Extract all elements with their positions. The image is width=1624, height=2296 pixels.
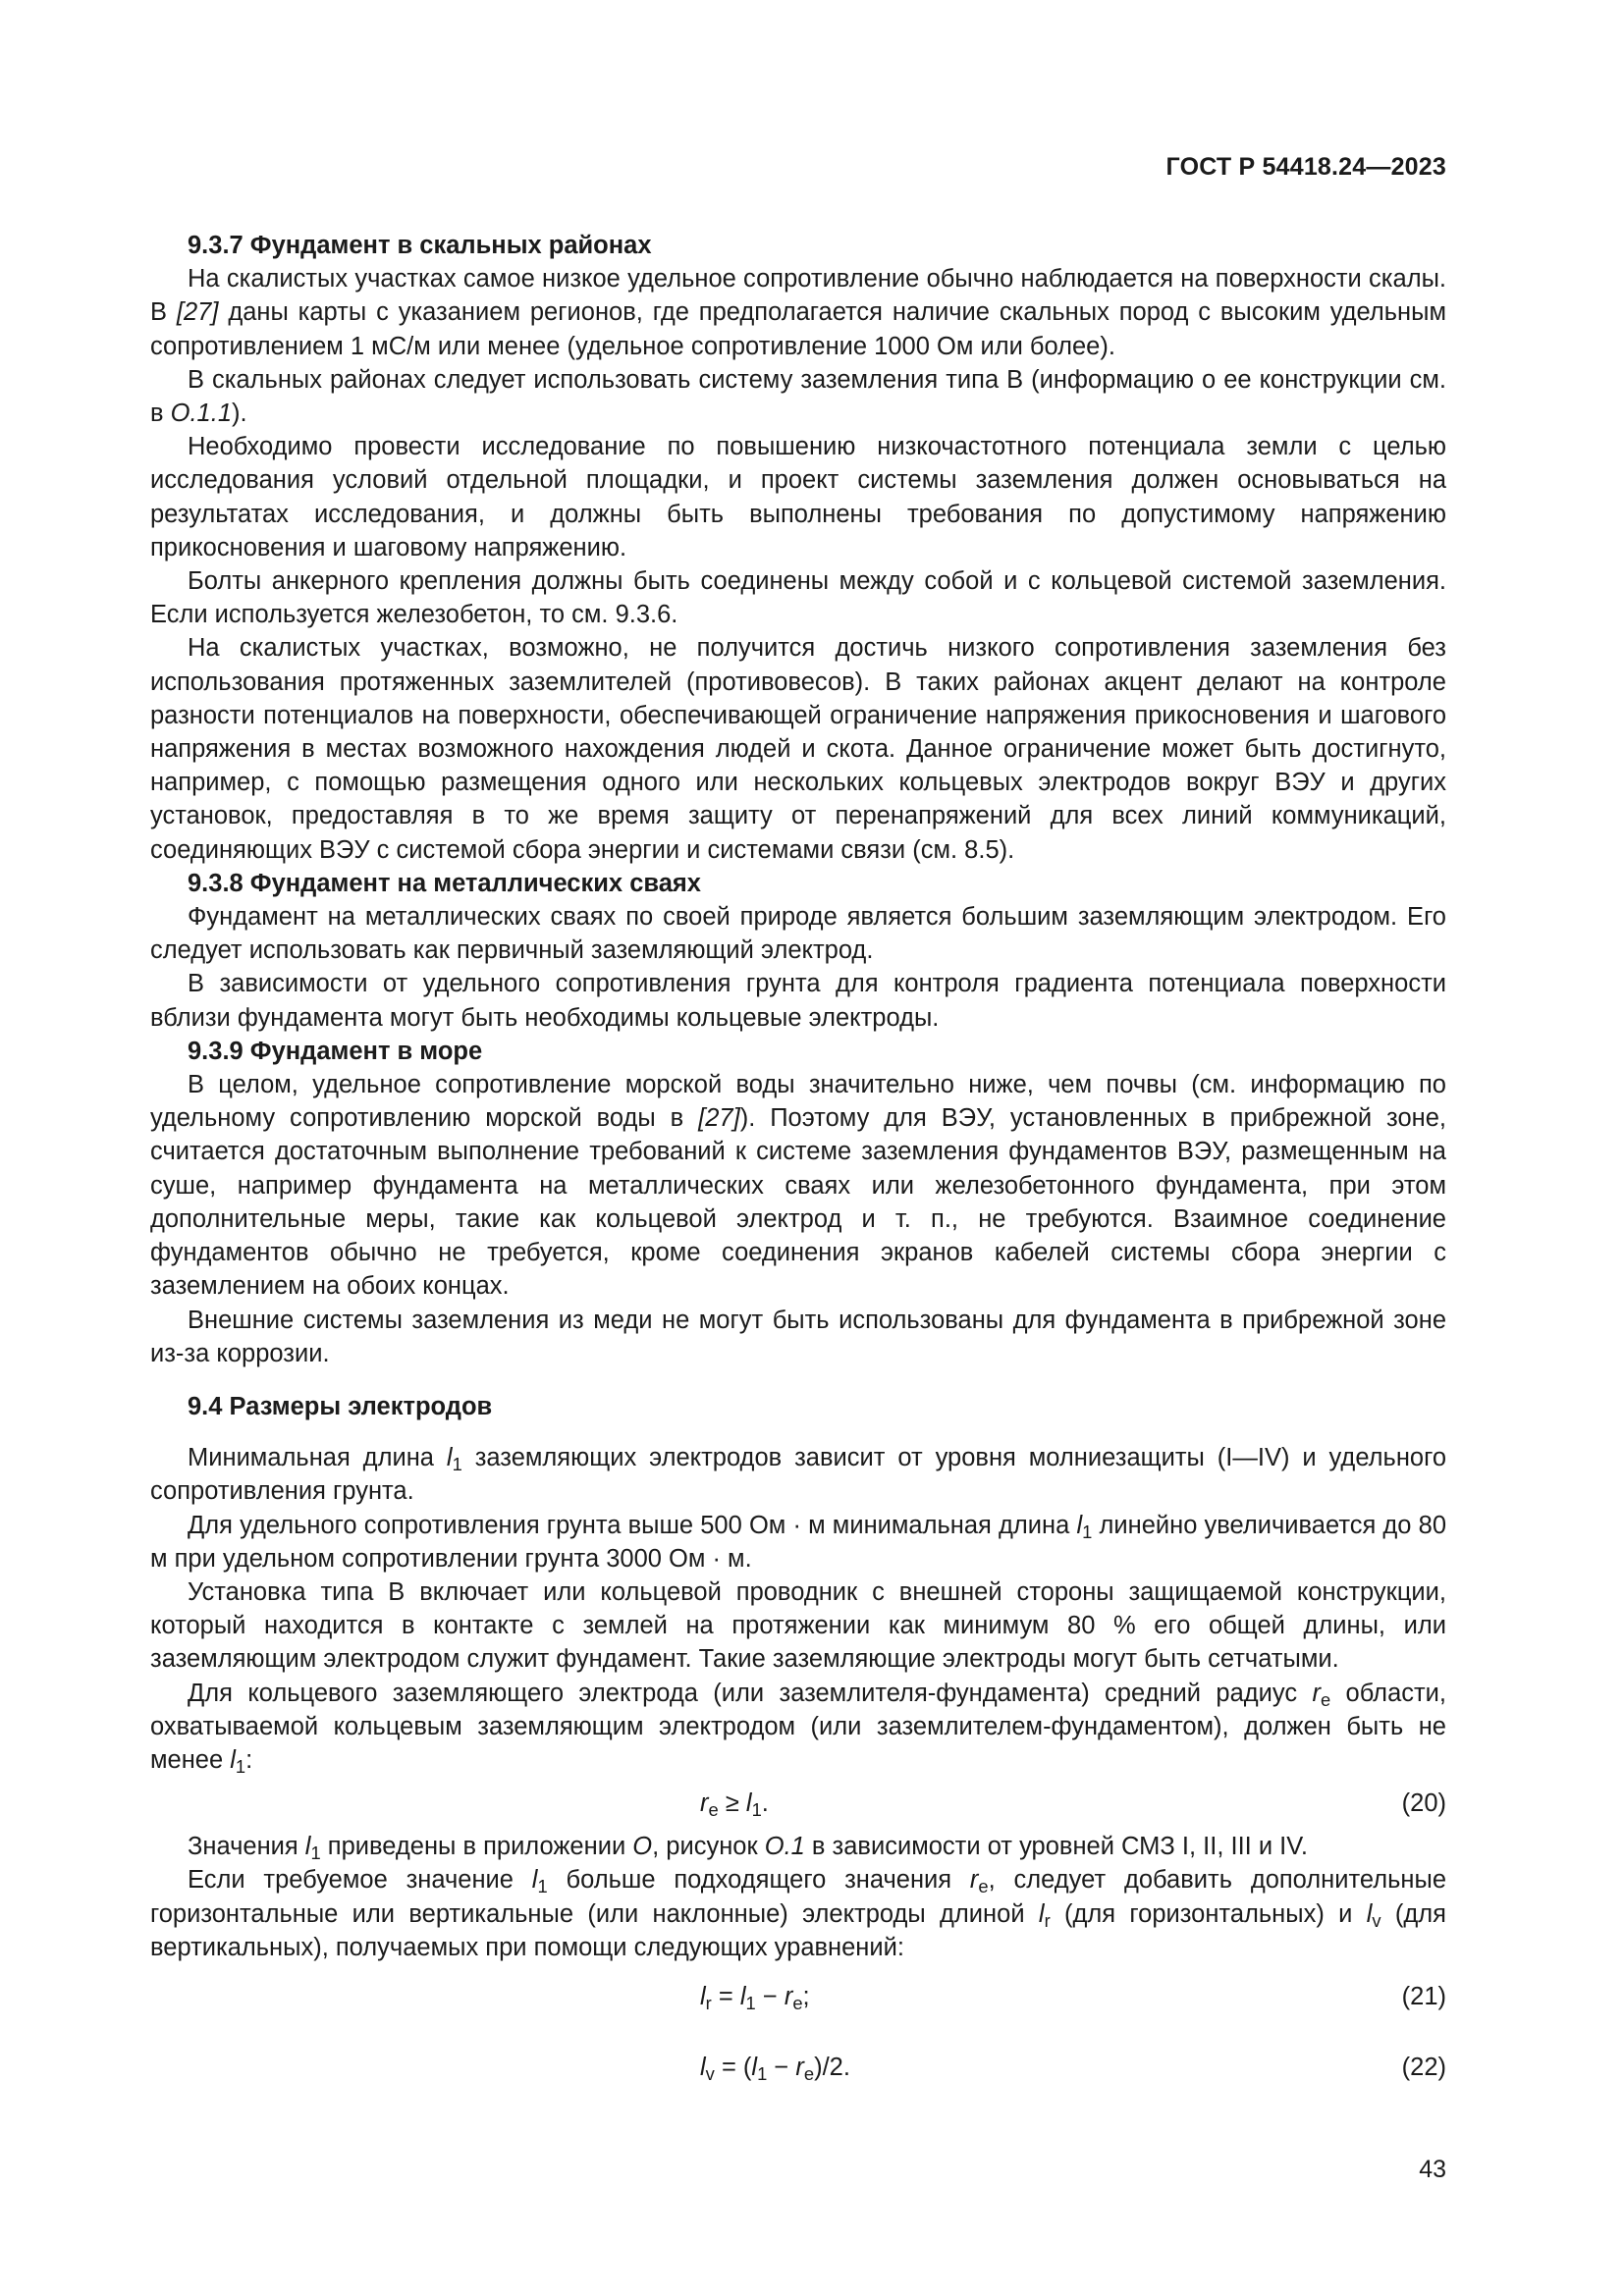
reference-link[interactable]: [27] — [698, 1104, 740, 1133]
paragraph: В скальных районах следует использовать систему заземления типа В (информацию о ее конструкции см. в О.1.1). — [150, 365, 1446, 428]
reference-link[interactable]: О.1 — [764, 1833, 805, 1861]
paragraph: В целом, удельное сопротивление морской воды значительно ниже, чем почвы (см. информацию по удельному сопротивлению морской воды в [27]). Поэтому для ВЭУ, установленных в прибрежной зоне, считается достаточным выполнение требований к системе заземления фундаментов ВЭУ, размещенным на суше, например фундамента на металлических сваях или железобетонного фундамента, при этом дополнительные меры, такие как кольцевой электрод и т. п., не требуются. Взаимное соединение фундаментов обычно не требуется, кроме соединения экранов кабелей системы сбора энергии с заземлением на обоих концах. — [150, 1071, 1446, 1301]
equation-22 — [150, 2051, 1446, 2084]
symbol: l — [531, 1866, 538, 1895]
paragraph: Значения $l_1$ приведены в приложении О, рисунок О.1 в зависимости от уровней СМЗ I, II, III и IV. — [188, 1833, 1308, 1864]
paragraph: Фундамент на металлических сваях по своей природе является большим заземляющим электродом. Его следует использовать как первичный заземляющий электрод. — [150, 903, 1446, 965]
symbol: l — [304, 1833, 311, 1861]
section-heading-9-4: 9.4 Размеры электродов — [188, 1392, 493, 1420]
symbol: l — [230, 1745, 236, 1774]
paragraph: Необходимо провести исследование по повышению низкочастотного потенциала земли с целью исследования условий отдельной площадки, и проект системы заземления должен основываться на результатах исследования, и должны быть выполнены требования по допустимому напряжению прикосновения и шаговому напряжению. — [150, 433, 1446, 561]
paragraph: На скалистых участках, возможно, не получится достичь низкого сопротивления заземления без использования протяженных заземлителей (противовесов). В таких районах акцент делают на контроле разности потенциалов на поверхности, обеспечивающей ограничение напряжения прикосновения и шагового напряжения в местах возможного нахождения людей и скота. Данное ограничение может быть достигнуто, например, с помощью размещения одного или нескольких кольцевых электродов вокруг ВЭУ и других установок, предоставляя в то же время защиту от перенапряжений для всех линий коммуникаций, соединяющих ВЭУ с системой сбора энергии и системами связи (см. 8.5). — [150, 634, 1446, 864]
page-content — [150, 229, 1446, 2094]
equation-number: (21) — [1401, 1982, 1446, 2010]
symbol: r — [969, 1866, 979, 1895]
reference-link[interactable]: О.1.1 — [170, 400, 233, 428]
section-heading-9-3-7: 9.3.7 Фундамент в скальных районах — [188, 232, 652, 259]
symbol: l — [446, 1444, 453, 1472]
page-number: 43 — [1419, 2156, 1446, 2183]
section-heading-9-3-8: 9.3.8 Фундамент на металлических сваях — [188, 869, 701, 897]
symbol: l — [1076, 1511, 1083, 1539]
reference-link[interactable]: О — [632, 1833, 653, 1861]
paragraph: Установка типа В включает или кольцевой проводник с внешней стороны защищаемой конструкции, который находится в контакте с землей на протяжении как минимум 80 % его общей длины, или заземляющим электродом служит фундамент. Такие заземляющие электроды могут быть сетчатыми. — [150, 1577, 1446, 1674]
paragraph: Болты анкерного крепления должны быть соединены между собой и с кольцевой системой заземления. Если используется железобетон, то см. 9.3.6. — [150, 567, 1446, 629]
paragraph: Если требуемое значение $l_1$ больше подходящего значения $r_e$, следует добавить дополнительные горизонтальные или вертикальные (или наклонные) электроды длиной $l_r$ (для горизонтальных) и $l_v$ (для вертикальных), получаемых при помощи следующих уравнений: — [150, 1866, 1446, 1961]
paragraph: Для удельного сопротивления грунта выше 500 Ом · м минимальная длина $l_1$ линейно увеличивается до 80 м при удельном сопротивлении грунта 3000 Ом · м. — [150, 1511, 1447, 1573]
paragraph: На скалистых участках самое низкое удельное сопротивление обычно наблюдается на поверхности скалы. В [27] даны карты с указанием регионов, где предполагается наличие скальных пород с высоким удельным сопротивлением 1 мС/м или менее (удельное сопротивление 1000 Ом или более). — [150, 265, 1447, 360]
paragraph: Для кольцевого заземляющего электрода (или заземлителя-фундамента) средний радиус $r_e$ области, охватываемой кольцевым заземляющим электродом (или заземлителем-фундаментом), должен быть не менее $l_1$: — [150, 1679, 1447, 1778]
symbol: l — [1038, 1899, 1045, 1928]
paragraph: Минимальная длина $l_1$ заземляющих электродов зависит от уровня молниезащиты (I—IV) и удельного сопротивления грунта. — [150, 1444, 1446, 1506]
equation-body: $r_e \ge l_1$. — [700, 1789, 769, 1821]
equation-21 — [150, 1980, 1446, 2031]
section-heading-9-3-9: 9.3.9 Фундамент в море — [188, 1037, 483, 1065]
equation-body: $l_v = (l_1 - r_e)/2$. — [700, 2053, 850, 2085]
equation-number: (22) — [1401, 2053, 1446, 2081]
paragraph: Внешние системы заземления из меди не могут быть использованы для фундамента в прибрежной зоне из-за коррозии. — [150, 1306, 1446, 1367]
reference-link[interactable]: [27] — [176, 298, 219, 327]
equation-20 — [150, 1787, 1446, 1820]
equation-number: (20) — [1401, 1789, 1446, 1818]
symbol: r — [1312, 1679, 1321, 1707]
paragraph: В зависимости от удельного сопротивления грунта для контроля градиента потенциала поверхности вблизи фундамента могут быть необходимы кольцевые электроды. — [150, 970, 1446, 1032]
document-standard-code: ГОСТ Р 54418.24—2023 — [1165, 153, 1446, 181]
symbol: l — [1366, 1899, 1373, 1928]
equation-body: $l_r = l_1 - r_e$; — [700, 1982, 810, 2014]
